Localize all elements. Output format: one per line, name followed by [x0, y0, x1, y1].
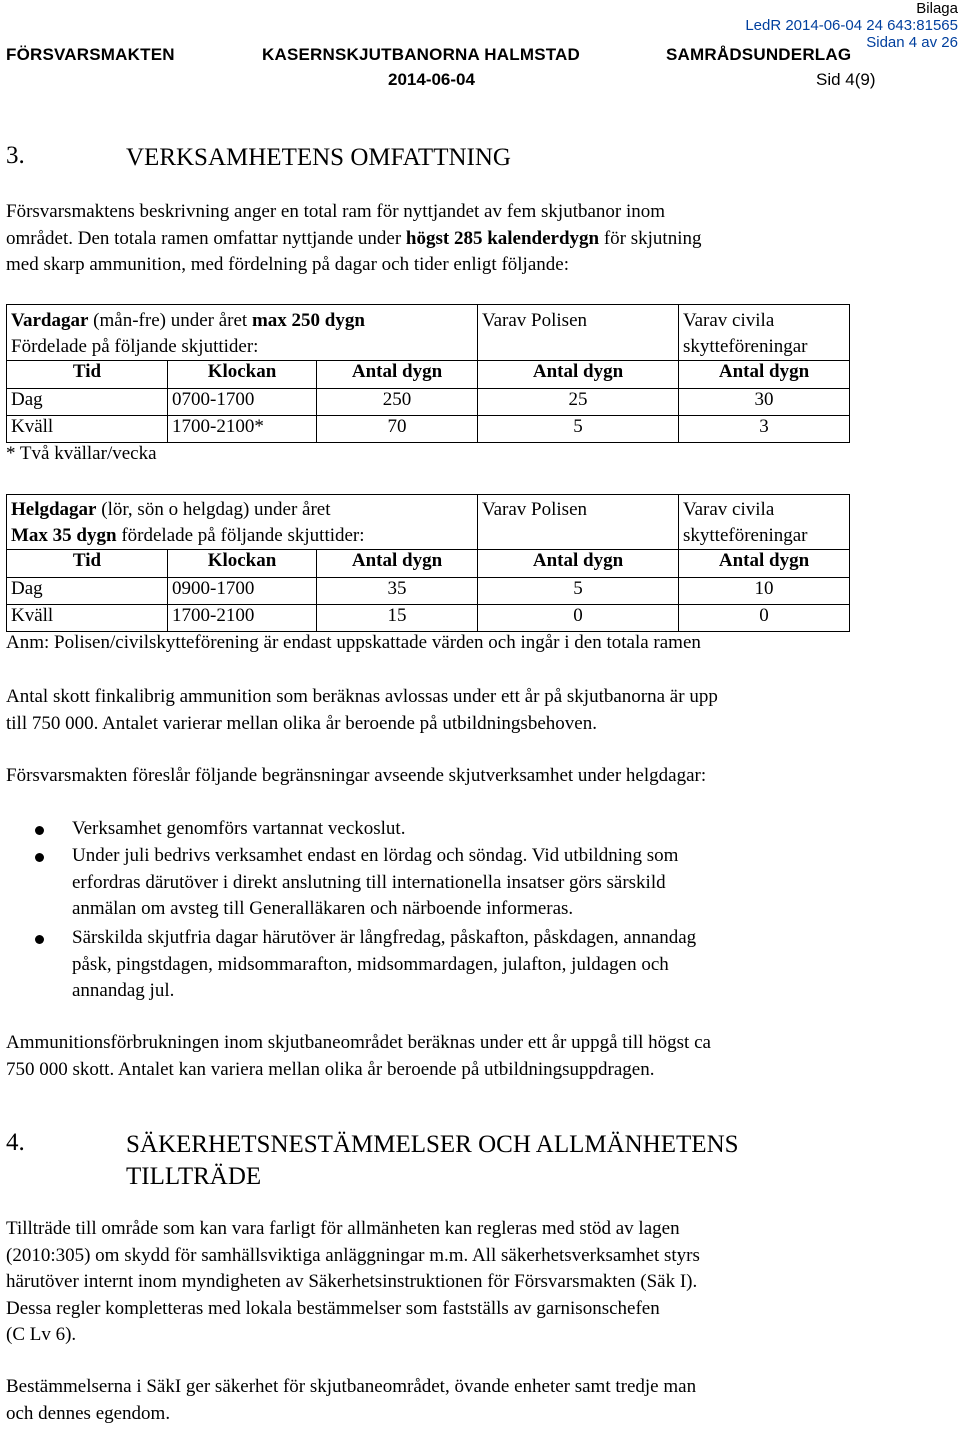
table-cell: 250 — [317, 389, 478, 416]
weekday-shooting-table — [6, 304, 850, 443]
table-cell: 0 — [478, 605, 679, 632]
column-header: Antal dygn — [317, 550, 478, 578]
table-cell: 0900-1700 — [168, 578, 317, 605]
column-header: Tid — [7, 550, 168, 578]
table-row — [7, 578, 850, 605]
holiday-shooting-table — [6, 494, 850, 632]
table-row — [7, 605, 850, 632]
table-cell: 25 — [478, 389, 679, 416]
table-cell: 15 — [317, 605, 478, 632]
table-cell: Dag — [7, 389, 168, 416]
table-cell: 1700-2100* — [168, 416, 317, 443]
reference-number: LedR 2014-06-04 24 643:81565 — [745, 17, 958, 34]
list-item: Verksamhet genomförs vartannat veckoslut. — [72, 818, 406, 839]
column-header: Antal dygn — [317, 361, 478, 389]
list-item: Under juli bedrivs verksamhet endast en lördag och söndag. Vid utbildning som erfordras därutöver i direkt anslutning till internationella insatser görs särskild anmälan om avsteg till Generalläkaren och närboende informeras. — [72, 845, 679, 919]
police-column-heading: Varav Polisen — [478, 495, 679, 550]
restrictions-intro: Försvarsmakten föreslår följande begränsningar avseende skjutverksamhet under helgdagar: — [6, 765, 707, 786]
column-header: Klockan — [168, 361, 317, 389]
safety-paragraph: Bestämmelserna i SäkI ger säkerhet för skjutbaneområdet, övande enheter samt tredje man och dennes egendom. — [6, 1376, 697, 1424]
column-header: Antal dygn — [679, 550, 850, 578]
section-4-number: 4. — [6, 1129, 25, 1156]
attachment-page-number: Sidan 4 av 26 — [866, 34, 958, 51]
table-cell: 70 — [317, 416, 478, 443]
civil-column-heading: Varav civila skytteföreningar — [679, 495, 850, 550]
table-cell: 1700-2100 — [168, 605, 317, 632]
section-4-title: SÄKERHETSNESTÄMMELSER OCH ALLMÄNHETENS TILLTRÄDE — [126, 1131, 739, 1190]
section-3-title: VERKSAMHETENS OMFATTNING — [126, 144, 511, 171]
police-column-heading: Varav Polisen — [478, 305, 679, 361]
table-cell: Kväll — [7, 416, 168, 443]
page-number: Sid 4(9) — [816, 70, 876, 89]
table-footnote: * Två kvällar/vecka — [6, 443, 157, 464]
column-header: Klockan — [168, 550, 317, 578]
document-date: 2014-06-04 — [388, 70, 475, 89]
table-cell: Dag — [7, 578, 168, 605]
access-paragraph: Tillträde till område som kan vara farligt för allmänheten kan regleras med stöd av lagen (2010:305) om skydd för samhällsviktiga anläggningar m.m. All säkerhetsverksamhet styrs härutöver internt inom myndigheten av Säkerhetsinstruktionen för Försvarsmakten (Säk I). Dessa regler kompletteras med lokala bestämmelser som fastställs av garnisonschefen (C Lv 6). — [6, 1218, 700, 1345]
document-type: SAMRÅDSUNDERLAG — [666, 45, 852, 64]
document-subject: KASERNSKJUTBANORNA HALMSTAD — [262, 45, 581, 64]
table-cell: Kväll — [7, 605, 168, 632]
column-header: Tid — [7, 361, 168, 389]
table-note: Anm: Polisen/civilskytteförening är endast uppskattade värden och ingår i den totala ramen — [6, 632, 701, 653]
consumption-paragraph: Ammunitionsförbrukningen inom skjutbaneområdet beräknas under ett år uppgå till högst ca 750 000 skott. Antalet kan variera mellan olika år beroende på utbildningsuppdragen. — [6, 1032, 711, 1080]
section-3-number: 3. — [6, 142, 25, 169]
table-cell: 10 — [679, 578, 850, 605]
column-header: Antal dygn — [478, 361, 679, 389]
table-cell: 0700-1700 — [168, 389, 317, 416]
table-cell: 0 — [679, 605, 850, 632]
table-cell: 3 — [679, 416, 850, 443]
holiday-table-heading: Helgdagar (lör, sön o helgdag) under året Max 35 dygn fördelade på följande skjuttider: — [7, 495, 478, 550]
weekday-table-heading: Vardagar (mån-fre) under året max 250 dygn Fördelade på följande skjuttider: — [7, 305, 478, 361]
bilaga-label: Bilaga — [916, 0, 958, 17]
ammunition-paragraph: Antal skott finkalibrig ammunition som beräknas avlossas under ett år på skjutbanorna är upp till 750 000. Antalet varierar mellan olika år beroende på utbildningsbehoven. — [6, 686, 718, 734]
table-row — [7, 389, 850, 416]
intro-paragraph: Försvarsmaktens beskrivning anger en total ram för nyttjandet av fem skjutbanor inom området. Den totala ramen omfattar nyttjande under högst 285 kalenderdygn för skjutning med skarp ammunition, med fördelning på dagar och tider enligt följande: — [6, 201, 702, 275]
table-cell: 5 — [478, 416, 679, 443]
column-header: Antal dygn — [478, 550, 679, 578]
bullet-icon — [35, 853, 44, 862]
weekday-column-header-row — [7, 361, 850, 389]
bullet-icon — [35, 935, 44, 944]
bullet-icon — [35, 826, 44, 835]
organization-name: FÖRSVARSMAKTEN — [6, 45, 175, 64]
calendar-days-highlight: högst 285 kalenderdygn — [405, 227, 600, 249]
table-row — [7, 416, 850, 443]
column-header: Antal dygn — [679, 361, 850, 389]
table-cell: 35 — [317, 578, 478, 605]
list-item: Särskilda skjutfria dagar härutöver är långfredag, påskafton, påskdagen, annandag påsk, pingstdagen, midsommarafton, midsommardagen, julafton, juldagen och annandag jul. — [72, 927, 697, 1001]
intro-line-1: Försvarsmaktens beskrivning anger en total ram för nyttjandet av fem skjutbanor inom — [6, 201, 666, 222]
civil-column-heading: Varav civila skytteföreningar — [679, 305, 850, 361]
intro-line-3: med skarp ammunition, med fördelning på dagar och tider enligt följande: — [6, 254, 569, 275]
table-cell: 5 — [478, 578, 679, 605]
holiday-column-header-row — [7, 550, 850, 578]
table-cell: 30 — [679, 389, 850, 416]
